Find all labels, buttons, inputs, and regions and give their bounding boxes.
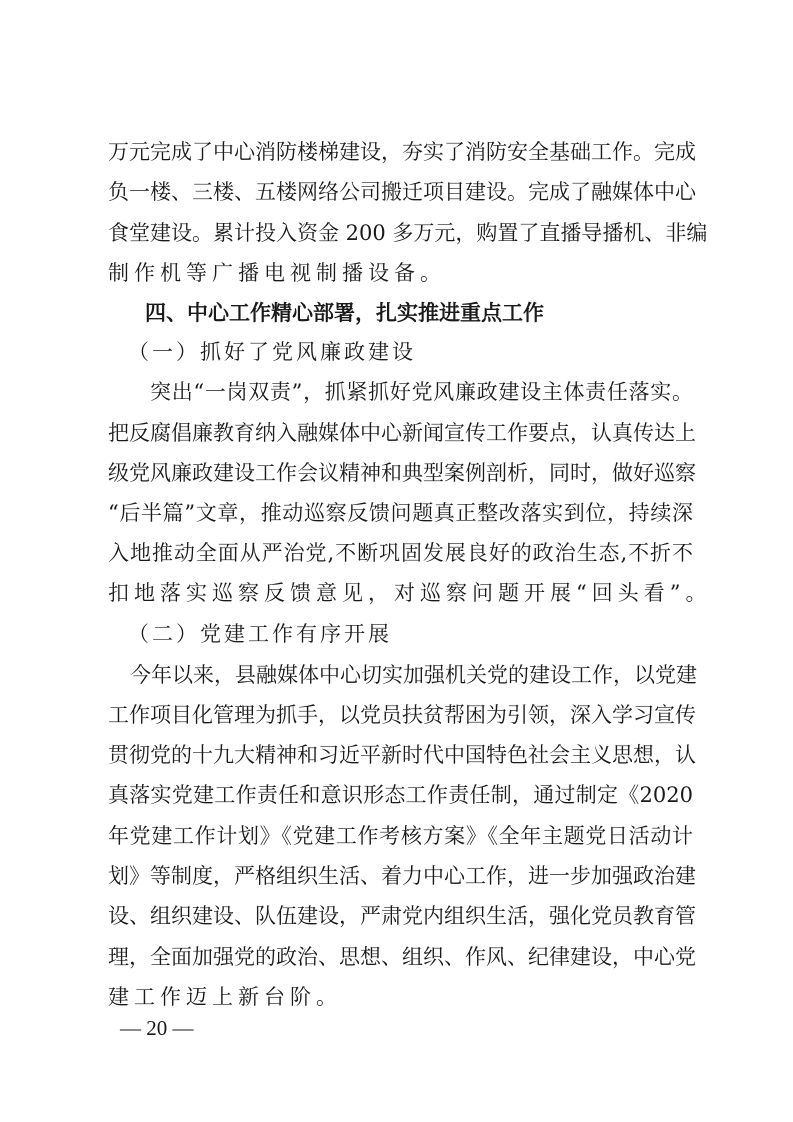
body-line: 划》等制度，严格组织生活、着力中心工作，进一步加强政治建 <box>108 864 696 888</box>
body-line: 建工作迈上新台阶。 <box>108 985 342 1009</box>
body-line: 制作机等广播电视制播设备。 <box>108 261 446 285</box>
body-line: “后半篇”文章，推动巡察反馈问题真正整改落实到位，持续深 <box>108 501 693 525</box>
body-line: 把反腐倡廉教育纳入融媒体中心新闻宣传工作要点，认真传达上 <box>108 421 696 445</box>
body-line: 级党风廉政建设工作会议精神和典型案例剖析，同时，做好巡察 <box>108 461 696 485</box>
subsection-heading: （二）党建工作有序开展 <box>128 622 392 646</box>
body-line: 负一楼、三楼、五楼网络公司搬迁项目建设。完成了融媒体中心 <box>108 180 696 204</box>
body-line: 真落实党建工作责任和意识形态工作责任制，通过制定《2020 <box>108 783 693 807</box>
body-line: 今年以来，县融媒体中心切实加强机关党的建设工作，以党建 <box>130 663 697 687</box>
body-line: 扣地落实巡察反馈意见，对巡察问题开展“回头看”。 <box>108 581 712 605</box>
body-line: 年党建工作计划》《党建工作考核方案》《全年主题党日活动计 <box>108 824 693 848</box>
subsection-heading: （一）抓好了党风廉政建设 <box>128 340 416 364</box>
body-line: 理，全面加强党的政治、思想、组织、作风、纪律建设，中心党 <box>108 945 696 969</box>
section-heading: 四、中心工作精心部署，扎实推进重点工作 <box>145 301 544 325</box>
page-number: — 20 — <box>120 1016 194 1040</box>
body-line: 设、组织建设、队伍建设，严肃党内组织生活，强化党员教育管 <box>108 904 696 928</box>
body-line: 工作项目化管理为抓手，以党员扶贫帮困为引领，深入学习宣传 <box>108 703 696 727</box>
body-line: 万元完成了中心消防楼梯建设，夯实了消防安全基础工作。完成 <box>108 140 696 164</box>
body-line: 突出“一岗双责”，抓紧抓好党风廉政建设主体责任落实。 <box>150 380 693 404</box>
body-line: 入地推动全面从严治党,不断巩固发展良好的政治生态,不折不 <box>108 541 693 565</box>
body-line: 食堂建设。累计投入资金 200 多万元，购置了直播导播机、非编 <box>108 221 708 245</box>
body-line: 贯彻党的十九大精神和习近平新时代中国特色社会主义思想，认 <box>108 743 696 767</box>
